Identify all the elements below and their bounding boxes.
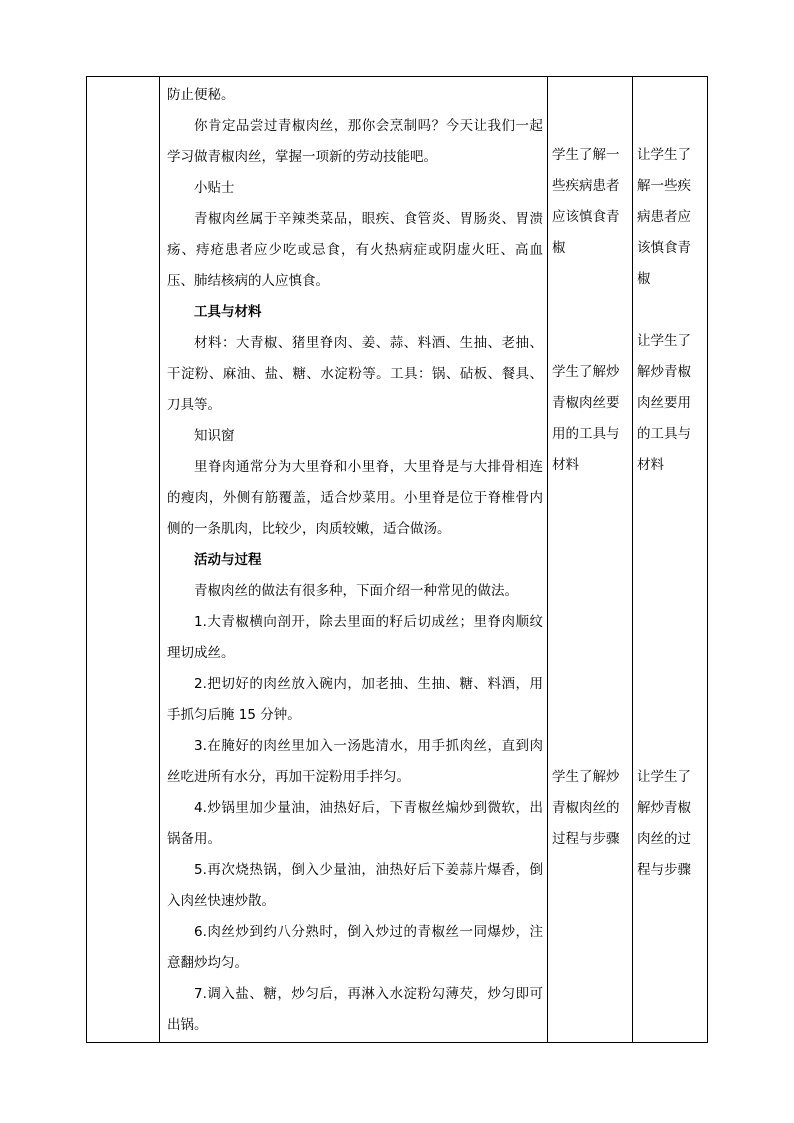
step-item: 1.大青椒横向剖开，除去里面的籽后切成丝；里脊肉顺纹理切成丝。 [167, 614, 543, 661]
table-top-border [86, 76, 707, 77]
table-left-border [86, 76, 87, 1043]
student-activity-3: 学生了解炒青椒肉丝的过程与步骤 [552, 769, 620, 847]
step-item: 6.肉丝炒到约八分熟时，倒入炒过的青椒丝一同爆炒，注意翻炒均匀。 [167, 924, 543, 971]
lesson-content [167, 80, 543, 1041]
paragraph: 材料：大青椒、猪里脊肉、姜、蒜、料酒、生抽、老抽、干淀粉、麻油、盐、糖、水淀粉等。工具：锅、砧板、餐具、刀具等。 [167, 335, 543, 413]
table-bottom-border [86, 1042, 707, 1043]
step-item: 2.把切好的肉丝放入碗内，加老抽、生抽、糖、料酒，用手抓匀后腌 15 分钟。 [167, 676, 543, 723]
step-item: 7.调入盐、糖，炒匀后，再淋入水淀粉勾薄芡，炒匀即可出锅。 [167, 986, 543, 1033]
paragraph: 里脊肉通常分为大里脊和小里脊，大里脊是与大排骨相连的瘦肉，外侧有筋覆盖，适合炒菜用。小里脊是位于脊椎骨内侧的一条肌肉，比较少，肉质较嫩，适合做汤。 [167, 459, 543, 537]
paragraph: 青椒肉丝属于辛辣类菜品，眼疾、食管炎、胃肠炎、胃溃疡、痔疮患者应少吃或忌食，有火热病症或阴虚火旺、高血压、肺结核病的人应慎食。 [167, 211, 543, 289]
column-divider-1 [159, 76, 160, 1043]
section-label-knowledge: 知识窗 [194, 428, 235, 444]
paragraph: 青椒肉丝的做法有很多种，下面介绍一种常见的做法。 [194, 583, 518, 599]
column-divider-3 [632, 76, 633, 1043]
step-item: 5.再次烧热锅，倒入少量油，油热好后下姜蒜片爆香，倒入肉丝快速炒散。 [167, 862, 543, 909]
student-activity-1: 学生了解一些疾病患者应该慎食青椒 [552, 147, 620, 256]
design-intent-3: 让学生了解炒青椒肉丝的过程与步骤 [637, 769, 691, 878]
design-intent-1: 让学生了解一些疾病患者应该慎食青椒 [637, 147, 691, 287]
paragraph: 你肯定品尝过青椒肉丝，那你会烹制吗？今天让我们一起学习做青椒肉丝，掌握一项新的劳动技能吧。 [167, 118, 543, 165]
design-intent-2: 让学生了解炒青椒肉丝要用的工具与材料 [637, 333, 691, 473]
column-divider-2 [547, 76, 548, 1043]
section-label-tips: 小贴士 [194, 180, 235, 196]
step-item: 3.在腌好的肉丝里加入一汤匙清水，用手抓肉丝，直到肉丝吃进所有水分，再加干淀粉用手拌匀。 [167, 738, 543, 785]
step-item: 4.炒锅里加少量油，油热好后，下青椒丝煸炒到微软，出锅备用。 [167, 800, 543, 847]
paragraph: 防止便秘。 [167, 87, 235, 103]
section-heading-activity: 活动与过程 [194, 552, 262, 568]
section-heading-tools: 工具与材料 [194, 304, 262, 320]
table-right-border [707, 76, 708, 1043]
student-activity-2: 学生了解炒青椒肉丝要用的工具与材料 [552, 364, 620, 473]
